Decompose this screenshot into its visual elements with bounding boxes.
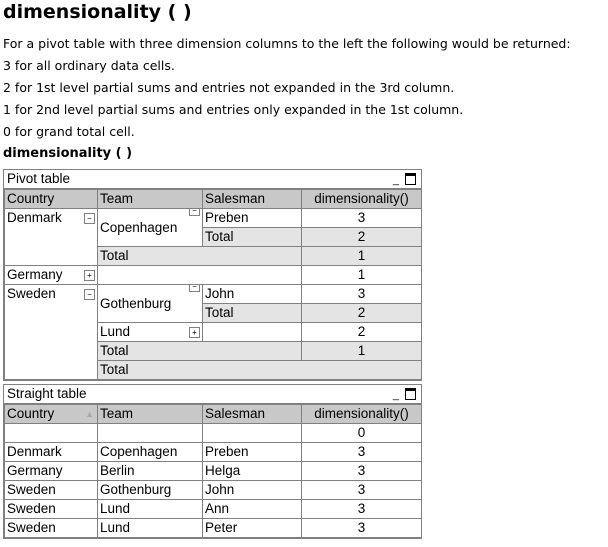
cell-subtotal-label: Total	[98, 342, 302, 361]
cell-empty	[98, 266, 302, 285]
cell-team: Gothenburg	[98, 481, 203, 500]
pivot-row	[5, 266, 422, 285]
col-header-dimensionality[interactable]: dimensionality()	[302, 405, 422, 424]
cell-subtotal-label: Total	[203, 228, 302, 247]
cell-country-sweden: − Sweden	[5, 285, 98, 380]
col-header-team[interactable]: Team	[98, 190, 203, 209]
col-header-country[interactable]: ▲ Country	[5, 405, 98, 424]
cell-salesman: Preben	[203, 209, 302, 228]
cell-value: 1	[302, 266, 422, 285]
collapse-icon[interactable]: −	[84, 289, 95, 300]
collapse-icon[interactable]: −	[84, 213, 95, 224]
straight-total-row	[5, 424, 422, 443]
cell-country: Denmark	[5, 443, 98, 462]
maximize-icon[interactable]	[405, 173, 416, 185]
straight-table	[4, 404, 422, 538]
cell-salesman: John	[203, 481, 302, 500]
cell-empty	[203, 323, 302, 342]
cell-empty	[203, 424, 302, 443]
cell-value: 3	[302, 209, 422, 228]
cell-salesman: Ann	[203, 500, 302, 519]
pivot-header-row	[5, 190, 422, 209]
col-header-salesman[interactable]: Salesman	[203, 190, 302, 209]
cell-team: Lund	[98, 500, 203, 519]
table-row	[5, 481, 422, 500]
col-header-team[interactable]: Team	[98, 405, 203, 424]
pivot-row	[5, 285, 422, 304]
cell-value: 2	[302, 228, 422, 247]
col-header-country[interactable]: Country	[5, 190, 98, 209]
cell-salesman: Peter	[203, 519, 302, 538]
cell-salesman: Helga	[203, 462, 302, 481]
cell-empty	[98, 424, 203, 443]
cell-value: 2	[302, 323, 422, 342]
cell-empty	[5, 424, 98, 443]
rule-2-text: 2 for 1st level partial sums and entries not expanded in the 3rd column.	[3, 80, 455, 95]
table-row	[5, 462, 422, 481]
cell-subtotal-label: Total	[203, 304, 302, 323]
rule-3-text: 3 for all ordinary data cells.	[3, 58, 175, 73]
minimize-icon[interactable]: _	[392, 174, 399, 186]
minimize-icon[interactable]: _	[392, 389, 399, 401]
cell-value: 3	[302, 285, 422, 304]
expand-icon[interactable]: +	[84, 270, 95, 281]
cell-value: 3	[302, 519, 422, 538]
cell-team-gothenburg: − Gothenburg	[98, 285, 203, 323]
cell-country-germany: + Germany	[5, 266, 98, 285]
pivot-row	[5, 209, 422, 228]
intro-text: For a pivot table with three dimension columns to the left the following would be returned:	[3, 36, 571, 51]
cell-value: 3	[302, 443, 422, 462]
sort-ascending-icon[interactable]: ▲	[85, 409, 94, 419]
page-title: dimensionality ( )	[3, 1, 192, 23]
maximize-icon[interactable]	[405, 388, 416, 400]
straight-header-row	[5, 405, 422, 424]
cell-value: 3	[302, 462, 422, 481]
table-row	[5, 519, 422, 538]
table-row	[5, 443, 422, 462]
straight-table-caption[interactable]	[4, 385, 421, 404]
pivot-table-caption[interactable]	[4, 170, 421, 189]
col-header-salesman[interactable]: Salesman	[203, 405, 302, 424]
pivot-table-object[interactable]	[3, 169, 422, 381]
cell-team: Copenhagen	[98, 443, 203, 462]
cell-team-lund: + Lund	[98, 323, 203, 342]
cell-country: Germany	[5, 462, 98, 481]
expand-icon[interactable]: +	[189, 327, 200, 338]
cell-value: 2	[302, 304, 422, 323]
cell-grand-total-label: Total	[98, 361, 422, 380]
cell-value: 3	[302, 500, 422, 519]
pivot-table	[4, 189, 422, 380]
cell-salesman: Preben	[203, 443, 302, 462]
collapse-icon[interactable]: −	[189, 285, 200, 292]
cell-team: Lund	[98, 519, 203, 538]
col-header-dimensionality[interactable]: dimensionality()	[302, 190, 422, 209]
cell-salesman: John	[203, 285, 302, 304]
cell-value: 3	[302, 481, 422, 500]
cell-country: Sweden	[5, 519, 98, 538]
collapse-icon[interactable]: −	[189, 209, 200, 216]
cell-country: Sweden	[5, 481, 98, 500]
cell-value: 1	[302, 247, 422, 266]
cell-total-value: 0	[302, 424, 422, 443]
cell-subtotal-label: Total	[98, 247, 302, 266]
table-row	[5, 500, 422, 519]
straight-table-title: Straight table	[7, 386, 87, 401]
cell-team-copenhagen: − Copenhagen	[98, 209, 203, 247]
cell-team: Berlin	[98, 462, 203, 481]
cell-country-denmark: − Denmark	[5, 209, 98, 266]
rule-0-text: 0 for grand total cell.	[3, 124, 135, 139]
straight-table-object[interactable]	[3, 384, 422, 539]
cell-value: 1	[302, 342, 422, 361]
section-subtitle: dimensionality ( )	[3, 146, 133, 161]
pivot-table-title: Pivot table	[7, 171, 71, 186]
cell-country: Sweden	[5, 500, 98, 519]
rule-1-text: 1 for 2nd level partial sums and entries only expanded in the 1st column.	[3, 102, 464, 117]
